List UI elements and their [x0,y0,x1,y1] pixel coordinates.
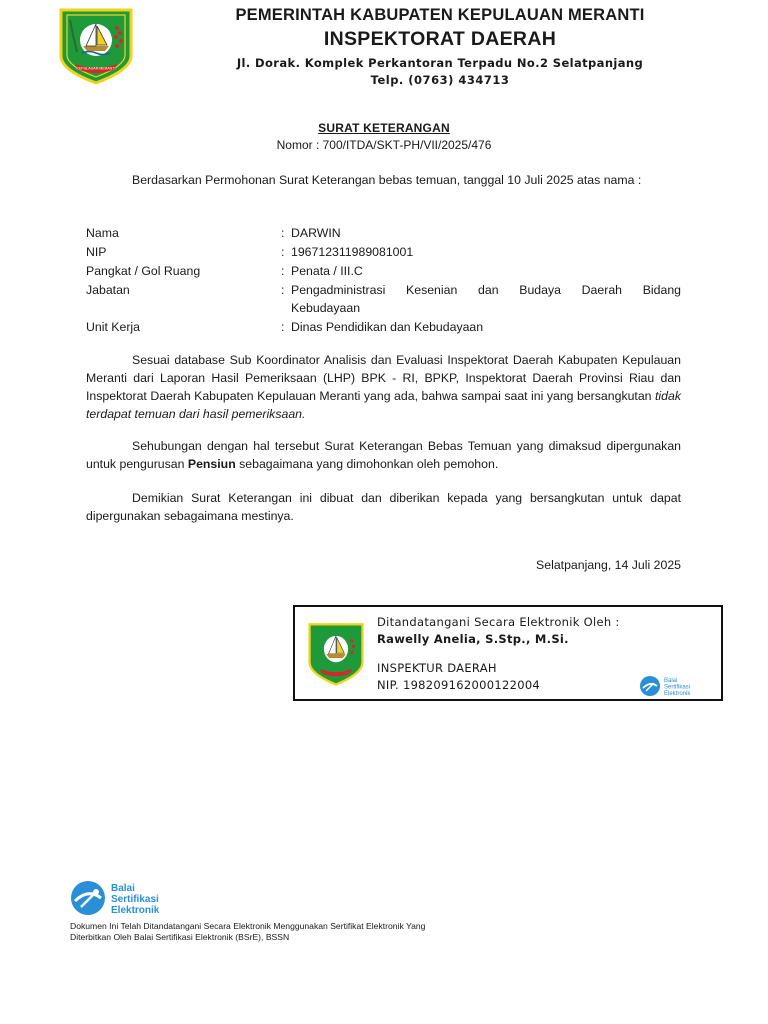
closing-paragraph: Demikian Surat Keterangan ini dibuat dan diberikan kepada yang bersangkutan untuk dapat dipergunakan sebagaimana mestinya. [86,491,681,523]
header-agency: INSPEKTORAT DAERAH [323,28,557,50]
identity-row-name: Nama : DARWIN [86,226,341,240]
header-phone: Telp. (0763) 434713 [370,73,510,87]
bsre-logo [70,880,190,916]
signer-position: INSPEKTUR DAERAH [377,661,497,675]
emblem-icon [305,621,367,687]
svg-text:Sertifikasi: Sertifikasi [664,684,691,691]
purpose-paragraph: Sehubungan dengan hal tersebut Surat Keterangan Bebas Temuan yang dimaksud dipergunakan untuk pengurusan Pensiun sebagaimana yang dimohonkan oleh pemohon. [86,439,681,471]
signature-emblem [305,621,367,687]
footer-note: Dokumen Ini Telah Ditandatangani Secara Elektronik Menggunakan Sertifikat Elektronik Yang Diterbitkan Oleh Balai Sertifikasi Elektronik (BSrE), BSSN [70,921,426,942]
svg-text:KEPULAUAN MERANTI: KEPULAUAN MERANTI [76,66,116,71]
intro-paragraph: Berdasarkan Permohonan Surat Keterangan bebas temuan, tanggal 10 Juli 2025 atas nama : [132,173,642,187]
identity-row-position: Jabatan : Pengadministrasi Kesenian dan Budaya Daerah Bidang Kebudayaan [86,283,681,315]
emblem-icon [55,6,137,86]
bsre-icon [70,880,190,916]
place-date: Selatpanjang, 14 Juli 2025 [536,558,681,572]
signature-caption: Ditandatangani Secara Elektronik Oleh : [377,615,620,629]
document-title: SURAT KETERANGAN [318,121,450,135]
svg-text:Elektronik: Elektronik [111,905,160,916]
signer-name: Rawelly Anelia, S.Stp., M.Si. [377,632,569,646]
database-paragraph: Sesuai database Sub Koordinator Analisis dan Evaluasi Inspektorat Daerah Kabupaten Kepulauan Meranti dari Laporan Hasil Pemeriksaan (LHP) BPK - RI, BPKP, Inspektorat Daerah Provinsi Riau dan Inspektorat Daerah Kabupaten Kepulauan Meranti yang ada, bahwa sampai saat ini yang bersangkutan tidak terdapat temuan dari hasil pemeriksaan. [86,353,681,421]
signer-nip: NIP. 198209162000122004 [377,678,541,692]
document-number: Nomor : 700/ITDA/SKT-PH/VII/2025/476 [276,138,492,152]
svg-text:Balai: Balai [664,678,678,684]
svg-text:Elektronik: Elektronik [664,691,691,697]
identity-row-rank: Pangkat / Gol Ruang : Penata / III.C [86,264,363,278]
identity-table [86,224,681,337]
header-government: PEMERINTAH KABUPATEN KEPULAUAN MERANTI [235,6,645,24]
bsre-logo-small [639,675,719,697]
svg-text:Balai: Balai [111,883,135,894]
bsre-icon [639,675,719,697]
electronic-signature-box [293,605,723,701]
header-address: Jl. Dorak. Komplek Perkantoran Terpadu No.2 Selatpanjang [236,56,644,70]
identity-row-nip: NIP : 196712311989081001 [86,245,414,259]
identity-row-unit: Unit Kerja : Dinas Pendidikan dan Kebudayaan [86,320,484,334]
svg-text:Sertifikasi: Sertifikasi [111,894,159,905]
regency-emblem [55,6,137,86]
